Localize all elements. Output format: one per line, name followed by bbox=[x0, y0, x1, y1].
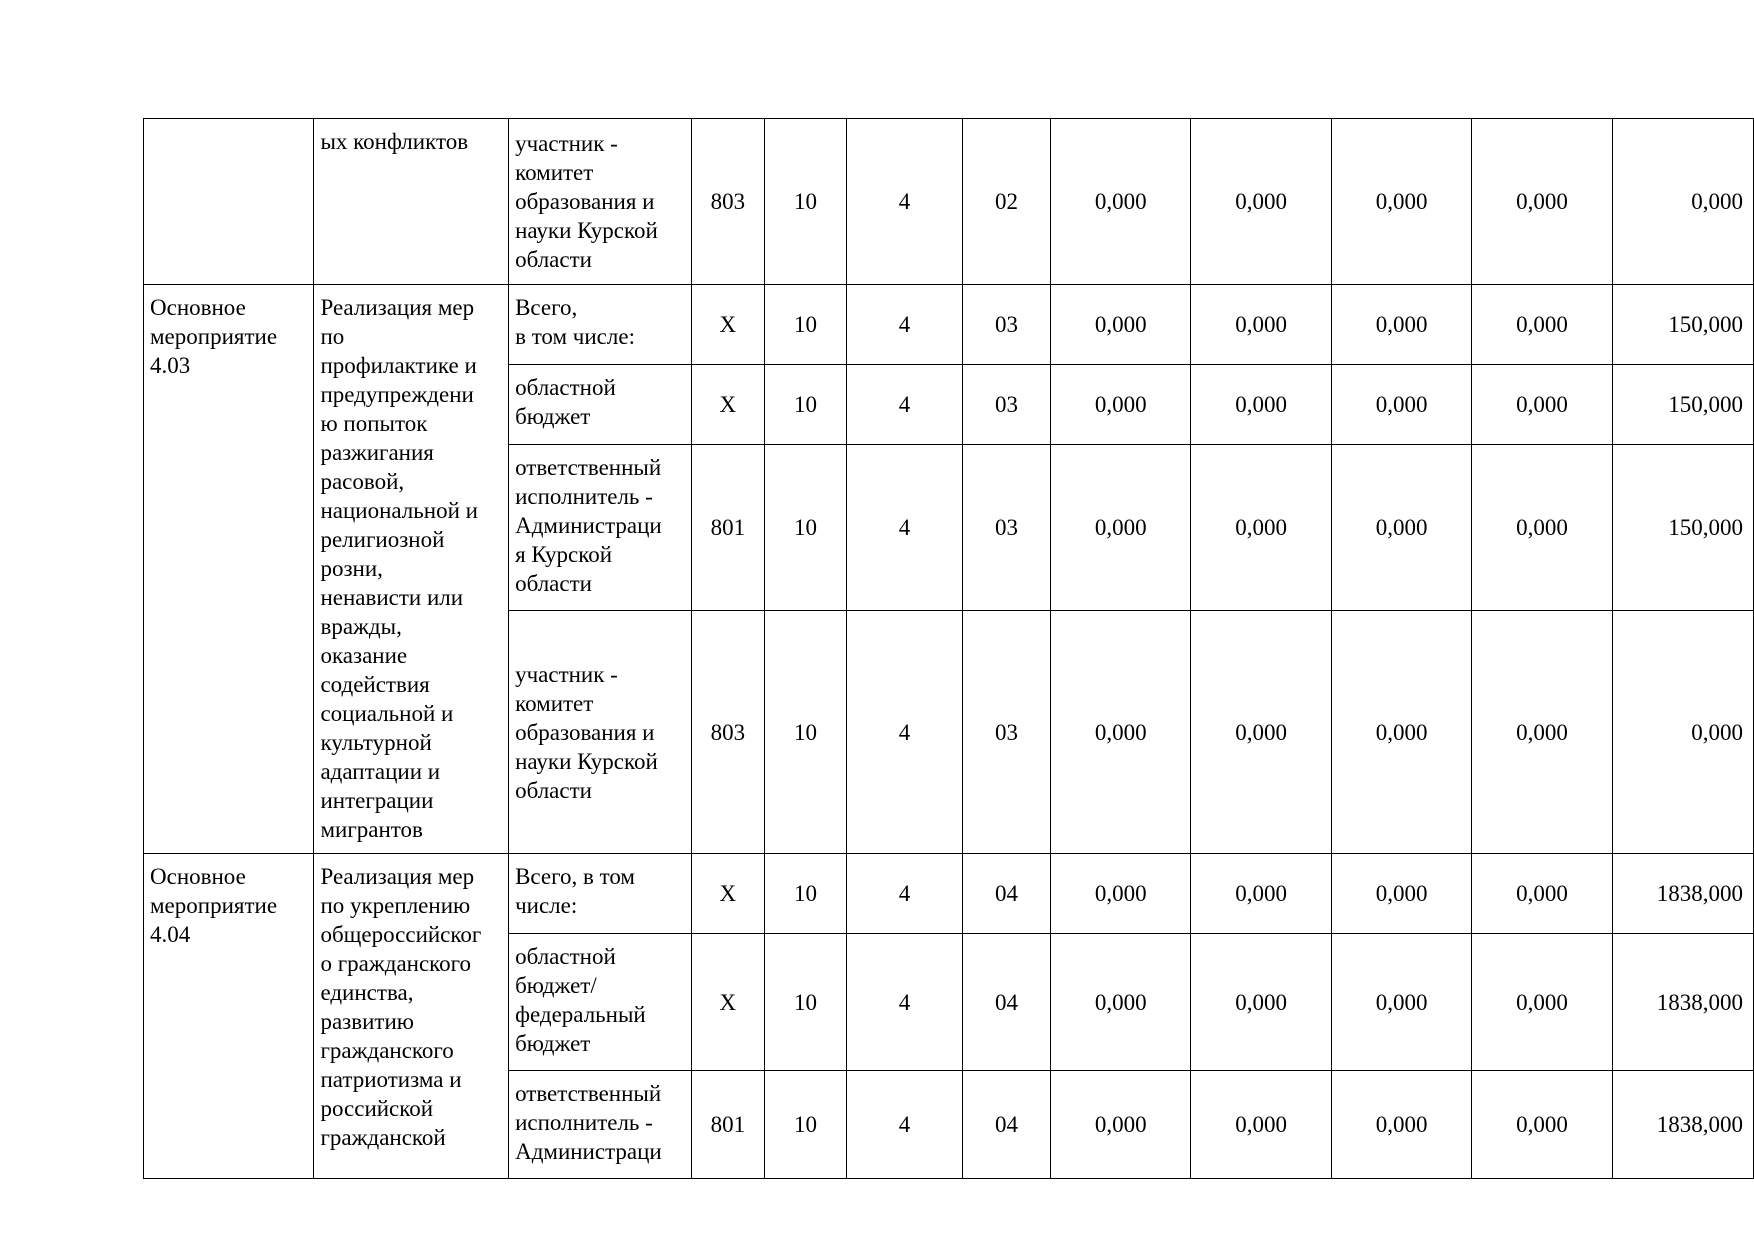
rz-cell: 10 bbox=[764, 445, 846, 611]
value-cell-5: 1838,000 bbox=[1612, 934, 1753, 1071]
value-cell-4: 0,000 bbox=[1472, 119, 1612, 285]
grbs-cell: 801 bbox=[691, 445, 764, 611]
cs-cell: 03 bbox=[963, 611, 1051, 854]
measure-name-cell: Реализация мер по укреплению общероссийског о гражданского единства, развитию гражданского патриотизма и российской гражданской bbox=[314, 854, 509, 1179]
rz-cell: 10 bbox=[764, 934, 846, 1071]
source-cell: участник - комитет образования и науки Курской области bbox=[509, 611, 692, 854]
value-cell-5: 0,000 bbox=[1612, 119, 1753, 285]
value-cell-1: 0,000 bbox=[1050, 611, 1190, 854]
value-cell-1: 0,000 bbox=[1050, 1071, 1190, 1179]
source-cell: Всего, в том числе: bbox=[509, 285, 692, 365]
value-cell-4: 0,000 bbox=[1472, 1071, 1612, 1179]
value-cell-5: 150,000 bbox=[1612, 445, 1753, 611]
value-cell-4: 0,000 bbox=[1472, 285, 1612, 365]
rz-cell: 10 bbox=[764, 854, 846, 934]
pr-cell: 4 bbox=[846, 611, 962, 854]
value-cell-4: 0,000 bbox=[1472, 854, 1612, 934]
value-cell-3: 0,000 bbox=[1331, 445, 1471, 611]
value-cell-3: 0,000 bbox=[1331, 1071, 1471, 1179]
cs-cell: 04 bbox=[963, 854, 1051, 934]
measure-id-cell: Основное мероприятие 4.04 bbox=[144, 854, 314, 1179]
value-cell-1: 0,000 bbox=[1050, 445, 1190, 611]
grbs-cell: Х bbox=[691, 854, 764, 934]
source-cell: областной бюджет/ федеральный бюджет bbox=[509, 934, 692, 1071]
value-cell-3: 0,000 bbox=[1331, 285, 1471, 365]
table-row bbox=[144, 119, 1754, 285]
grbs-cell: 803 bbox=[691, 119, 764, 285]
rz-cell: 10 bbox=[764, 365, 846, 445]
value-cell-3: 0,000 bbox=[1331, 934, 1471, 1071]
value-cell-2: 0,000 bbox=[1191, 285, 1331, 365]
rz-cell: 10 bbox=[764, 119, 846, 285]
cs-cell: 03 bbox=[963, 445, 1051, 611]
source-cell: Всего, в том числе: bbox=[509, 854, 692, 934]
value-cell-4: 0,000 bbox=[1472, 365, 1612, 445]
pr-cell: 4 bbox=[846, 365, 962, 445]
value-cell-2: 0,000 bbox=[1191, 119, 1331, 285]
value-cell-1: 0,000 bbox=[1050, 119, 1190, 285]
value-cell-5: 150,000 bbox=[1612, 285, 1753, 365]
pr-cell: 4 bbox=[846, 854, 962, 934]
table-row bbox=[144, 854, 1754, 934]
grbs-cell: 803 bbox=[691, 611, 764, 854]
value-cell-2: 0,000 bbox=[1191, 365, 1331, 445]
value-cell-2: 0,000 bbox=[1191, 611, 1331, 854]
measure-name-cell: ых конфликтов bbox=[314, 119, 509, 285]
source-cell: областной бюджет bbox=[509, 365, 692, 445]
pr-cell: 4 bbox=[846, 119, 962, 285]
value-cell-2: 0,000 bbox=[1191, 1071, 1331, 1179]
measure-id-cell: Основное мероприятие 4.03 bbox=[144, 285, 314, 854]
measure-name-cell: Реализация мер по профилактике и предупреждени ю попыток разжигания расовой, национальной и религиозной розни, ненависти или вражды, оказание содействия социальной и культурной адаптации и интеграции мигрантов bbox=[314, 285, 509, 854]
grbs-cell: Х bbox=[691, 365, 764, 445]
value-cell-5: 1838,000 bbox=[1612, 854, 1753, 934]
grbs-cell: Х bbox=[691, 934, 764, 1071]
value-cell-1: 0,000 bbox=[1050, 365, 1190, 445]
pr-cell: 4 bbox=[846, 445, 962, 611]
value-cell-5: 1838,000 bbox=[1612, 1071, 1753, 1179]
value-cell-1: 0,000 bbox=[1050, 285, 1190, 365]
source-cell: ответственный исполнитель - Администраци я Курской области bbox=[509, 445, 692, 611]
value-cell-1: 0,000 bbox=[1050, 854, 1190, 934]
value-cell-3: 0,000 bbox=[1331, 119, 1471, 285]
pr-cell: 4 bbox=[846, 1071, 962, 1179]
cs-cell: 03 bbox=[963, 365, 1051, 445]
rz-cell: 10 bbox=[764, 285, 846, 365]
grbs-cell: 801 bbox=[691, 1071, 764, 1179]
cs-cell: 04 bbox=[963, 1071, 1051, 1179]
value-cell-3: 0,000 bbox=[1331, 365, 1471, 445]
budget-table bbox=[143, 118, 1754, 1179]
value-cell-1: 0,000 bbox=[1050, 934, 1190, 1071]
grbs-cell: Х bbox=[691, 285, 764, 365]
cs-cell: 03 bbox=[963, 285, 1051, 365]
cs-cell: 04 bbox=[963, 934, 1051, 1071]
value-cell-3: 0,000 bbox=[1331, 854, 1471, 934]
source-cell: ответственный исполнитель - Администраци bbox=[509, 1071, 692, 1179]
pr-cell: 4 bbox=[846, 285, 962, 365]
value-cell-3: 0,000 bbox=[1331, 611, 1471, 854]
cs-cell: 02 bbox=[963, 119, 1051, 285]
value-cell-2: 0,000 bbox=[1191, 854, 1331, 934]
value-cell-2: 0,000 bbox=[1191, 934, 1331, 1071]
value-cell-4: 0,000 bbox=[1472, 445, 1612, 611]
source-cell: участник - комитет образования и науки Курской области bbox=[509, 119, 692, 285]
value-cell-4: 0,000 bbox=[1472, 934, 1612, 1071]
value-cell-2: 0,000 bbox=[1191, 445, 1331, 611]
rz-cell: 10 bbox=[764, 611, 846, 854]
value-cell-4: 0,000 bbox=[1472, 611, 1612, 854]
pr-cell: 4 bbox=[846, 934, 962, 1071]
measure-id-cell bbox=[144, 119, 314, 285]
table-row bbox=[144, 285, 1754, 365]
rz-cell: 10 bbox=[764, 1071, 846, 1179]
value-cell-5: 0,000 bbox=[1612, 611, 1753, 854]
value-cell-5: 150,000 bbox=[1612, 365, 1753, 445]
